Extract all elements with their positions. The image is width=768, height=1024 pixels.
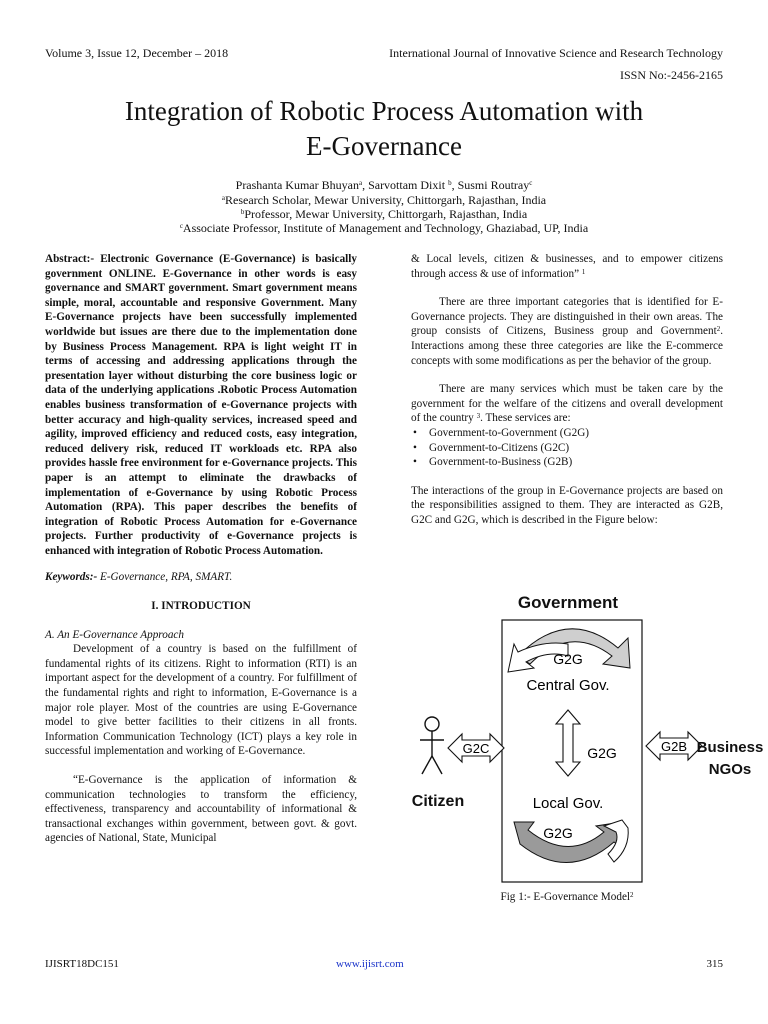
footer-page-number: 315: [706, 958, 723, 970]
affiliation-b: $^b$Professor, Mewar University, Chittorgarh, Rajasthan, India: [240, 207, 528, 221]
footer-paper-id: IJISRT18DC151: [45, 958, 119, 970]
affiliation-c: $^c$Associate Professor, Institute of Management and Technology, Ghaziabad, UP, India: [179, 221, 589, 235]
right-paragraph-3: There are many services which must be taken care by the government for the welfare of the citizens and overall development of the country $^3$. These services are:: [411, 383, 723, 425]
keywords: Keywords:- E-Governance, RPA, SMART.: [45, 571, 233, 584]
journal-name: International Journal of Innovative Science and Research Technology: [389, 46, 723, 60]
services-list: [411, 426, 723, 470]
figure-g2c: G2C: [462, 741, 490, 756]
figure-g2g-middle: G2G: [587, 745, 617, 761]
section-heading-introduction: I. INTRODUCTION: [151, 600, 251, 613]
paragraph-1: Development of a country is based on the fulfillment of fundamental rights of its citizens. Right to information (RTI) is an important aspect for the development of a country. For fulfillment of the fundamental rights and right to information, E-Governance is a major role player. Most of the countries are using E-Governance model to give better facilities to their citizens in all fronts. Information Communication Technology (ICT) plays a key role in successful implementation and working of E-Governance.: [45, 643, 357, 758]
figure-business-label: Business: [696, 739, 763, 756]
figure-government-label: Government: [517, 593, 619, 612]
affiliation-a: $^a$Research Scholar, Mewar University, Chittorgarh, Rajasthan, India: [221, 193, 547, 207]
right-column: [411, 252, 723, 528]
left-column: [45, 252, 357, 846]
author-list: [0, 178, 768, 193]
abstract: Abstract:- Electronic Governance (E-Governance) is basically government ONLINE. E-Governance in other words is easy governance and SMART government. Smart government means simple, moral, accountable and responsive Government. Many E-Governance projects have been successfully implemented worldwide but issues are there due to the implementation done by Business Process Management. RPA is light weight IT in terms of accessing and addressing applications through the presentation layer without disturbing the core business logic or data of the underlying applications .Robotic Process Automation enables business transformation of e-Governance projects with better accuracy and high-quality services, increased speed and agility, improved efficiency and reduced costs, easy integration, reduced delivery risk, reduced IT workloads etc. RPA also provides hassle free environment for e-Governance projects. This paper is an attempt to eliminate the drawbacks of implementation of e-Governance by using Robotic Process Automation (RPA). This paper describes the benefits of integration of Robotic Process Automation for e-Governance projects. Further productivity of e-Governance projects is enhanced with integration of Robotic Process Automation.: [45, 253, 357, 557]
right-paragraph-4: The interactions of the group in E-Governance projects are based on the responsibilities assigned to them. They are interacted as G2B, G2C and G2G, which is described in the Figure below:: [411, 484, 723, 526]
figure-central-gov: Central Gov.: [526, 677, 610, 694]
author-3-sup: c: [529, 179, 533, 187]
author-3: , Susmi Routray: [451, 178, 530, 192]
issn: ISSN No:-2456-2165: [619, 68, 723, 82]
e-governance-model-figure: [408, 586, 763, 886]
figure-citizen-label: Citizen: [411, 793, 465, 810]
figure-g2g-bottom: G2G: [543, 825, 573, 841]
list-item: • Government-to-Government (G2G): [411, 426, 723, 441]
figure-ngos-label: NGOs: [708, 761, 752, 778]
list-item: • Government-to-Business (G2B): [411, 455, 723, 470]
figure-g2g-top: G2G: [553, 651, 583, 667]
footer-website-link[interactable]: www.ijisrt.com: [336, 958, 404, 970]
paper-title-line1: Integration of Robotic Process Automation with: [124, 96, 644, 126]
author-2: , Sarvottam Dixit: [362, 178, 449, 192]
figure-caption: Fig 1:- E-Governance Model$^2$: [500, 891, 634, 903]
vertical-double-arrow: [556, 710, 580, 776]
list-item: • Government-to-Citizens (G2C): [411, 441, 723, 456]
figure-g2b: G2B: [660, 739, 688, 754]
paragraph-2: “E-Governance is the application of information & communication technologies to transform the efficiency, effectiveness, transparency and accountability of informational & transactional exchanges within government, between govt. & govt. agencies of National, State, Municipal: [45, 774, 357, 845]
paper-title-line2: E-Governance: [306, 131, 462, 161]
subsection-heading: A. An E-Governance Approach: [45, 628, 184, 641]
figure-local-gov: Local Gov.: [532, 795, 604, 812]
author-2-sup: b: [448, 179, 452, 187]
right-paragraph-1: & Local levels, citizen & businesses, and to empower citizens through access & use of information” $^1$: [411, 253, 723, 280]
right-paragraph-2: There are three important categories that is identified for E-Governance projects. They are distinguished in their own areas. The group consists of Citizens, Business group and Government$^2$. Interactions among these three categories are like the E-commerce concepts with some modifications as per the behavior of the group.: [411, 296, 723, 367]
citizen-icon: [420, 717, 444, 774]
volume-info: Volume 3, Issue 12, December – 2018: [45, 46, 229, 60]
author-1: Prashanta Kumar Bhuyan: [235, 178, 359, 192]
author-1-sup: a: [358, 179, 363, 187]
